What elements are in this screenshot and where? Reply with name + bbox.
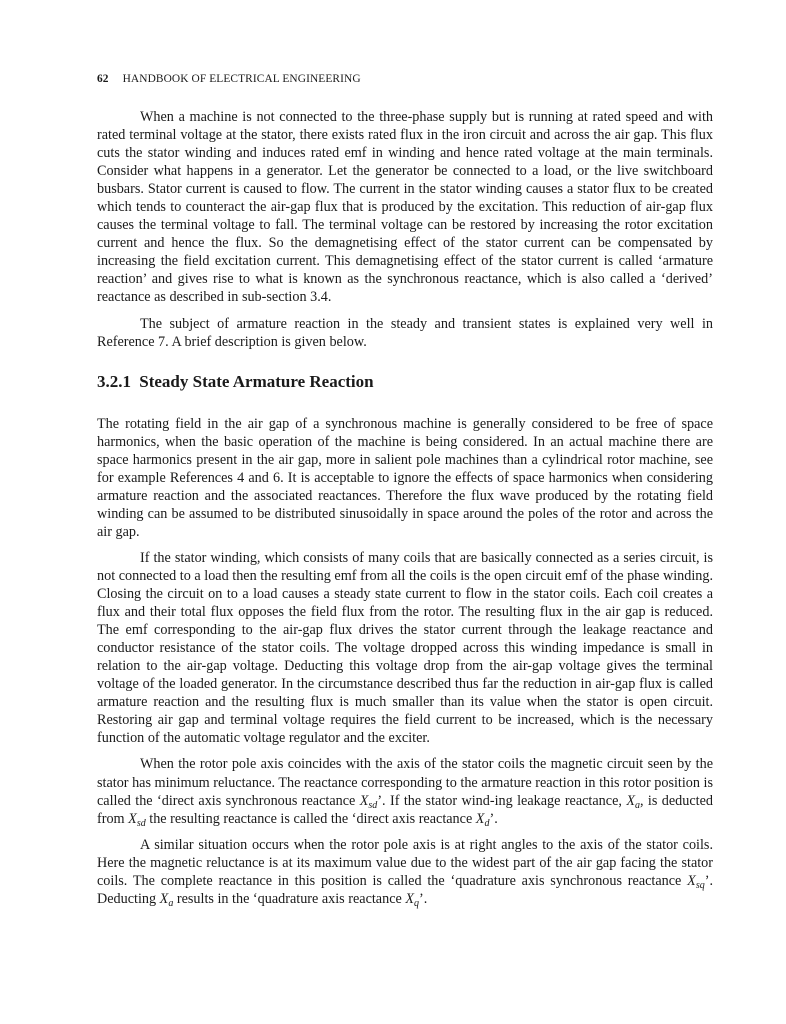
text-run: ’.: [419, 890, 428, 907]
text-run: ’. Deducting: [97, 872, 713, 907]
text-run: , is deducted from: [97, 792, 713, 827]
intro-paragraph-2: The subject of armature reaction in the steady and transient states is explained very well in Reference 7. A brief description is given below.: [97, 315, 713, 350]
symbol-xsq: $X_{sq}$: [687, 872, 705, 891]
symbol-xa: $X_a$: [626, 792, 640, 811]
symbol-xsd: $X_{sd}$: [359, 792, 378, 811]
running-header: [97, 70, 713, 88]
section-paragraph-3: [97, 755, 713, 827]
section-paragraph-4: [97, 836, 713, 908]
symbol-xq: $X_q$: [405, 890, 420, 909]
text-run: ’.: [489, 810, 498, 827]
symbol-xsd: $X_{sd}$: [128, 810, 146, 829]
text-run: results in the ‘quadrature axis reactance: [173, 890, 406, 907]
page-content: [97, 70, 713, 908]
text-run: A similar situation occurs when the rotor pole axis is at right angles to the axis of the stator coils. Here the magnetic reluctance is at its maximum value due to the widest part of the air gap facing the stator coils. The complete reactance in this position is called the ‘quadrature axis synchronous reactance: [97, 836, 713, 889]
text-run: When the rotor pole axis coincides with the axis of the stator coils the magnetic circuit seen by the stator has minimum reluctance. The reactance corresponding to the armature reaction in this rotor position is called the ‘direct axis synchronous reactance: [97, 756, 713, 809]
section-heading: [97, 371, 713, 393]
running-title: HANDBOOK OF ELECTRICAL ENGINEERING: [122, 73, 361, 85]
section-number: 3.2.1: [97, 371, 131, 391]
symbol-xa: $X_a$: [159, 890, 174, 909]
section-paragraph-2: If the stator winding, which consists of many coils that are basically connected as a series circuit, is not connected to a load then the resulting emf from all the coils is the open circuit emf of the phase winding. Closing the circuit on to a load causes a steady state current to flow in the stator coils. Each coil creates a flux and their total flux opposes the field flux from the rotor. The resulting flux in the air gap is reduced. The emf corresponding to the air-gap flux drives the stator current through the leakage reactance and conductor resistance of the stator coils. The voltage dropped across this winding impedance is small in relation to the air-gap voltage. Deducting this voltage drop from the air-gap voltage gives the terminal voltage of the loaded generator. In the circumstance described thus far the reduction in air-gap flux is called armature reaction and the resulting flux is much smaller than its value when the stator is open circuit. Restoring air gap and terminal voltage requires the field current to be increased, which is the necessary function of the automatic voltage regulator and the exciter.: [97, 549, 713, 747]
section-paragraph-1: The rotating field in the air gap of a synchronous machine is generally considered to be free of space harmonics, when the basic operation of the machine is being considered. In an actual machine there are space harmonics present in the air gap, more in salient pole machines than a cylindrical rotor machine, see for example References 4 and 6. It is acceptable to ignore the effects of space harmonics when considering armature reaction and the associated reactances. Therefore the flux wave produced by the rotating field winding can be assumed to be distributed sinusoidally in space around the poles of the rotor and across the air gap.: [97, 415, 713, 540]
symbol-xd: $X_d$: [475, 810, 490, 829]
intro-paragraph-1: When a machine is not connected to the three-phase supply but is running at rated speed and with rated terminal voltage at the stator, there exists rated flux in the iron circuit and across the air gap. This flux cuts the stator winding and induces rated emf in winding and hence rated voltage at the main terminals. Consider what happens in a generator. Let the generator be connected to a load, or the live switchboard busbars. Stator current is caused to flow. The current in the stator winding causes a stator flux to be created which tends to counteract the air-gap flux that is produced by the excitation. This reduction of air-gap flux causes the terminal voltage to fall. The terminal voltage can be restored by increasing the rotor excitation current and hence the flux. So the demagnetising effect of the stator current can be compensated by increasing the field excitation current. This demagnetising effect of the stator current is called ‘armature reaction’ and gives rise to what is known as the synchronous reactance, which is also called a ‘derived’ reactance as described in sub-section 3.4.: [97, 109, 713, 306]
page-number: 62: [97, 73, 109, 85]
text-run: ’. If the stator wind-ing leakage reactance,: [377, 792, 627, 809]
section-title: Steady State Armature Reaction: [139, 371, 374, 391]
text-run: the resulting reactance is called the ‘direct axis reactance: [145, 810, 476, 827]
